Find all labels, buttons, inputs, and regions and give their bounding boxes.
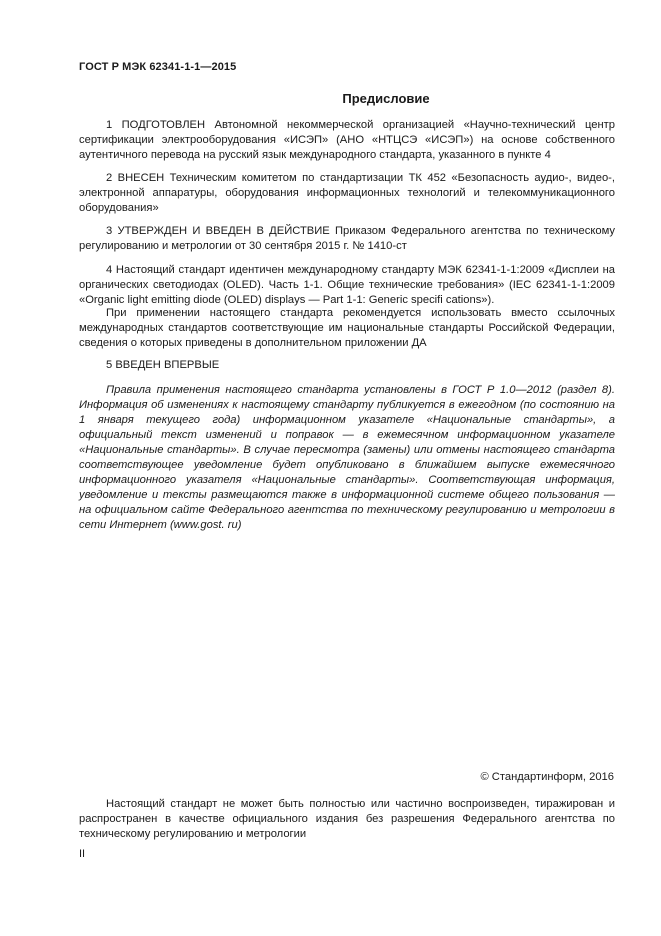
page-title [79, 91, 613, 106]
paragraph-application-rules-text: Правила применения настоящего стандарта установлены в ГОСТ Р 1.0—2012 (раздел 8). Информация об изменениях к настоящему стандарту публикуется в ежегодном (по состоянию на 1 января текущего года) информационном указателе «Национальные стандарты», а официальный текст изменений и поправок — в ежемесячном информационном указателе «Национальные стандарты». В случае пересмотра (замены) или отмены настоящего стандарта соответствующее уведомление будет опубликовано в ближайшем выпуске ежемесячного информационного указателя «Национальные стандарты». Соответствующая информация, уведомление и тексты размещаются также в информационной системе общего пользования — на официальном сайте Федерального агентства по техническому регулированию и метрологии в сети Интернет (www.gost. ru) [79, 384, 615, 531]
paragraph-identical-text: 4 Настоящий стандарт идентичен международному стандарту МЭК 62341-1-1:2009 «Дисплеи на органических светодиодах (OLED). Часть 1-1. Общие технические требования» (IEC 62341-1-1:2009 «Organic light emitting diode (OLED) displays — Part 1-1: Generic specifi cations»). [79, 264, 615, 306]
paragraph-approved [79, 224, 615, 254]
paragraph-references [79, 306, 615, 351]
paragraph-references-text: При применении настоящего стандарта рекомендуется использовать вместо ссылочных международных стандартов соответствующие им национальные стандарты Российской Федерации, сведения о которых приведены в дополнительном приложении ДА [79, 307, 615, 349]
paragraph-prepared [79, 118, 615, 163]
paragraph-first-introduced [79, 358, 615, 373]
paragraph-submitted-text: 2 ВНЕСЕН Техническим комитетом по стандартизации ТК 452 «Безопасность аудио-, видео-, электронной аппаратуры, оборудования информационных технологий и телекоммуникационного оборудования» [79, 172, 615, 214]
page-title-text: Предисловие [342, 91, 430, 106]
paragraph-first-introduced-text: 5 ВВЕДЕН ВПЕРВЫЕ [106, 359, 220, 371]
reproduction-notice-text: Настоящий стандарт не может быть полностью или частично воспроизведен, тиражирован и распространен в качестве официального издания без разрешения Федерального агентства по техническому регулированию и метрологии [79, 798, 615, 840]
paragraph-application-rules [79, 383, 615, 533]
page-number: II [79, 848, 86, 860]
reproduction-notice [79, 797, 615, 842]
paragraph-submitted [79, 171, 615, 216]
copyright-notice: © Стандартинформ, 2016 [480, 771, 614, 783]
paragraph-identical [79, 263, 615, 308]
paragraph-approved-text: 3 УТВЕРЖДЕН И ВВЕДЕН В ДЕЙСТВИЕ Приказом Федерального агентства по техническому регулированию и метрологии от 30 сентября 2015 г. № 1410-ст [79, 225, 615, 252]
paragraph-prepared-text: 1 ПОДГОТОВЛЕН Автономной некоммерческой организацией «Научно-технический центр сертификации электрооборудования «ИСЭП» (АНО «НТЦСЭ «ИСЭП») на основе собственного аутентичного перевода на русский язык международного стандарта, указанного в пункте 4 [79, 119, 615, 161]
document-designation: ГОСТ Р МЭК 62341-1-1—2015 [79, 61, 237, 73]
